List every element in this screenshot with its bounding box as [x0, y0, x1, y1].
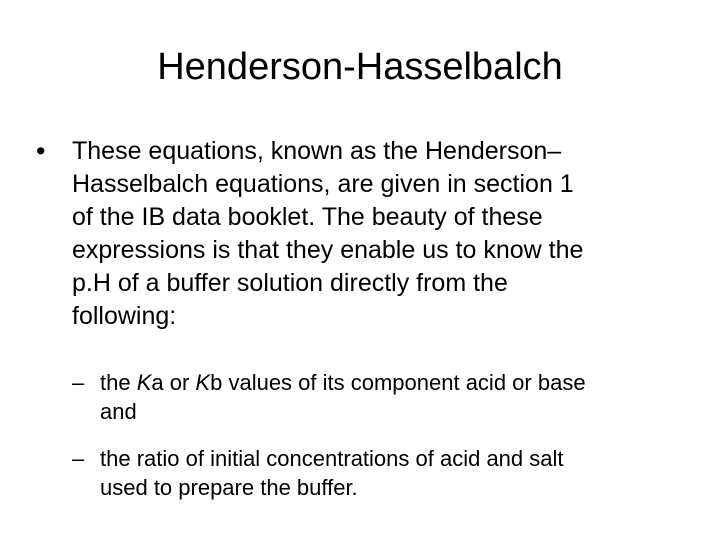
text-segment: the	[100, 370, 137, 395]
paragraph-line: These equations, known as the Henderson–	[72, 137, 562, 165]
subpoint-text	[100, 368, 586, 426]
italic-k: K	[195, 370, 211, 395]
paragraph-line: expressions is that they enable us to know the	[72, 236, 584, 264]
italic-k: K	[136, 370, 152, 395]
paragraph-line: of the IB data booklet. The beauty of these	[72, 203, 543, 231]
bullet-paragraph	[72, 135, 687, 333]
paragraph-line: Hasselbalch equations, are given in section 1	[72, 170, 574, 198]
subpoint-line: and	[100, 399, 137, 424]
paragraph-line: p.H of a buffer solution directly from the	[72, 269, 508, 297]
subpoint-text	[100, 444, 564, 502]
subpoint-line	[100, 368, 586, 397]
text-segment: a or	[151, 370, 196, 395]
paragraph-line: following:	[72, 302, 177, 330]
bullet-icon: •	[36, 136, 46, 166]
dash-marker: –	[72, 370, 85, 395]
subpoint-line: the ratio of initial concentrations of acid and salt	[100, 446, 564, 471]
dash-marker: –	[72, 446, 85, 471]
slide-title: Henderson-Hasselbalch	[157, 46, 563, 88]
subpoint-line: used to prepare the buffer.	[100, 475, 358, 500]
text-segment: b values of its component acid or base	[210, 370, 586, 395]
